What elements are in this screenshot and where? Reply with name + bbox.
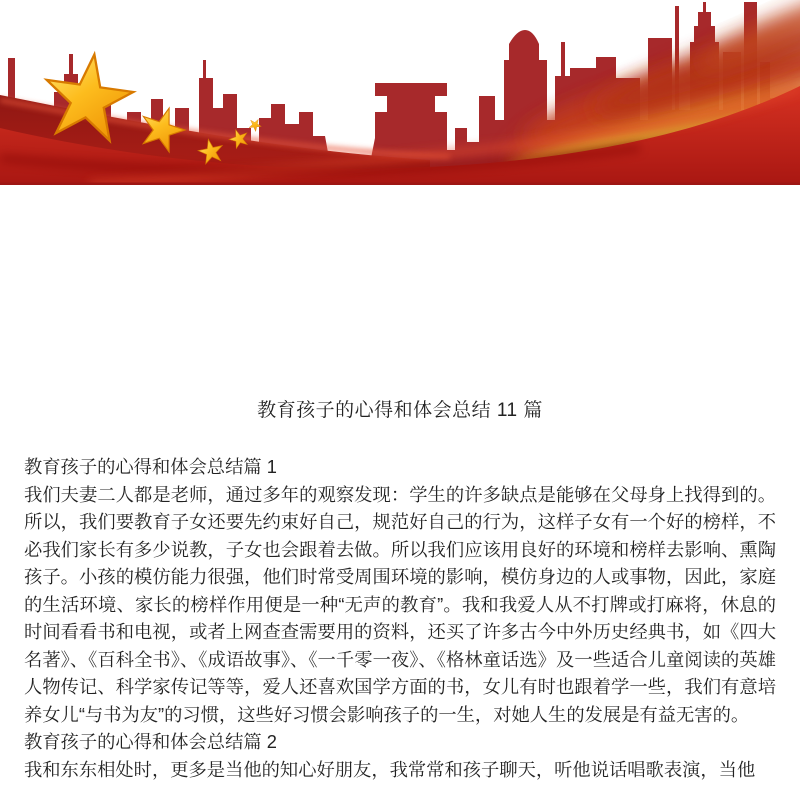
section-1-heading: 教育孩子的心得和体会总结篇 1 [24, 456, 277, 477]
section-2 [24, 728, 776, 783]
header-banner-image [0, 0, 800, 185]
section-2-paragraph: 我和东东相处时，更多是当他的知心好朋友，我常常和孩子聊天，听他说话唱歌表演，当他 [24, 758, 756, 780]
section-2-heading: 教育孩子的心得和体会总结篇 2 [24, 731, 277, 752]
section-1-paragraph: 我们夫妻二人都是老师，通过多年的观察发现：学生的许多缺点是能够在父母身上找得到的。所以，我们要教育子女还要先约束好自己，规范好自己的行为，这样子女有一个好的榜样，不必我们家长有多少说教，子女也会跟着去做。所以我们应该用良好的环境和榜样去影响、熏陶孩子。小孩的模仿能力很强，他们时常受周围环境的影响，模仿身边的人或事物，因此，家庭的生活环境、家长的榜样作用便是一种“无声的教育”。我和我爱人从不打牌或打麻将，休息的时间看看书和电视，或者上网查查需要用的资料，还买了许多古今中外历史经典书，如《四大名著》、《百科全书》、《成语故事》、《一千零一夜》、《格林童话选》及一些适合儿童阅读的英雄人物传记、科学家传记等等，爱人还喜欢国学方面的书，女儿有时也跟着学一些，我们有意培养女儿“与书为友”的习惯，这些好习惯会影响孩子的一生，对她人生的发展是有益无害的。 [24, 483, 776, 725]
page-title: 教育孩子的心得和体会总结 11 篇 [257, 400, 543, 421]
header-banner [0, 0, 800, 185]
document-body [0, 453, 800, 783]
section-1 [24, 453, 776, 728]
